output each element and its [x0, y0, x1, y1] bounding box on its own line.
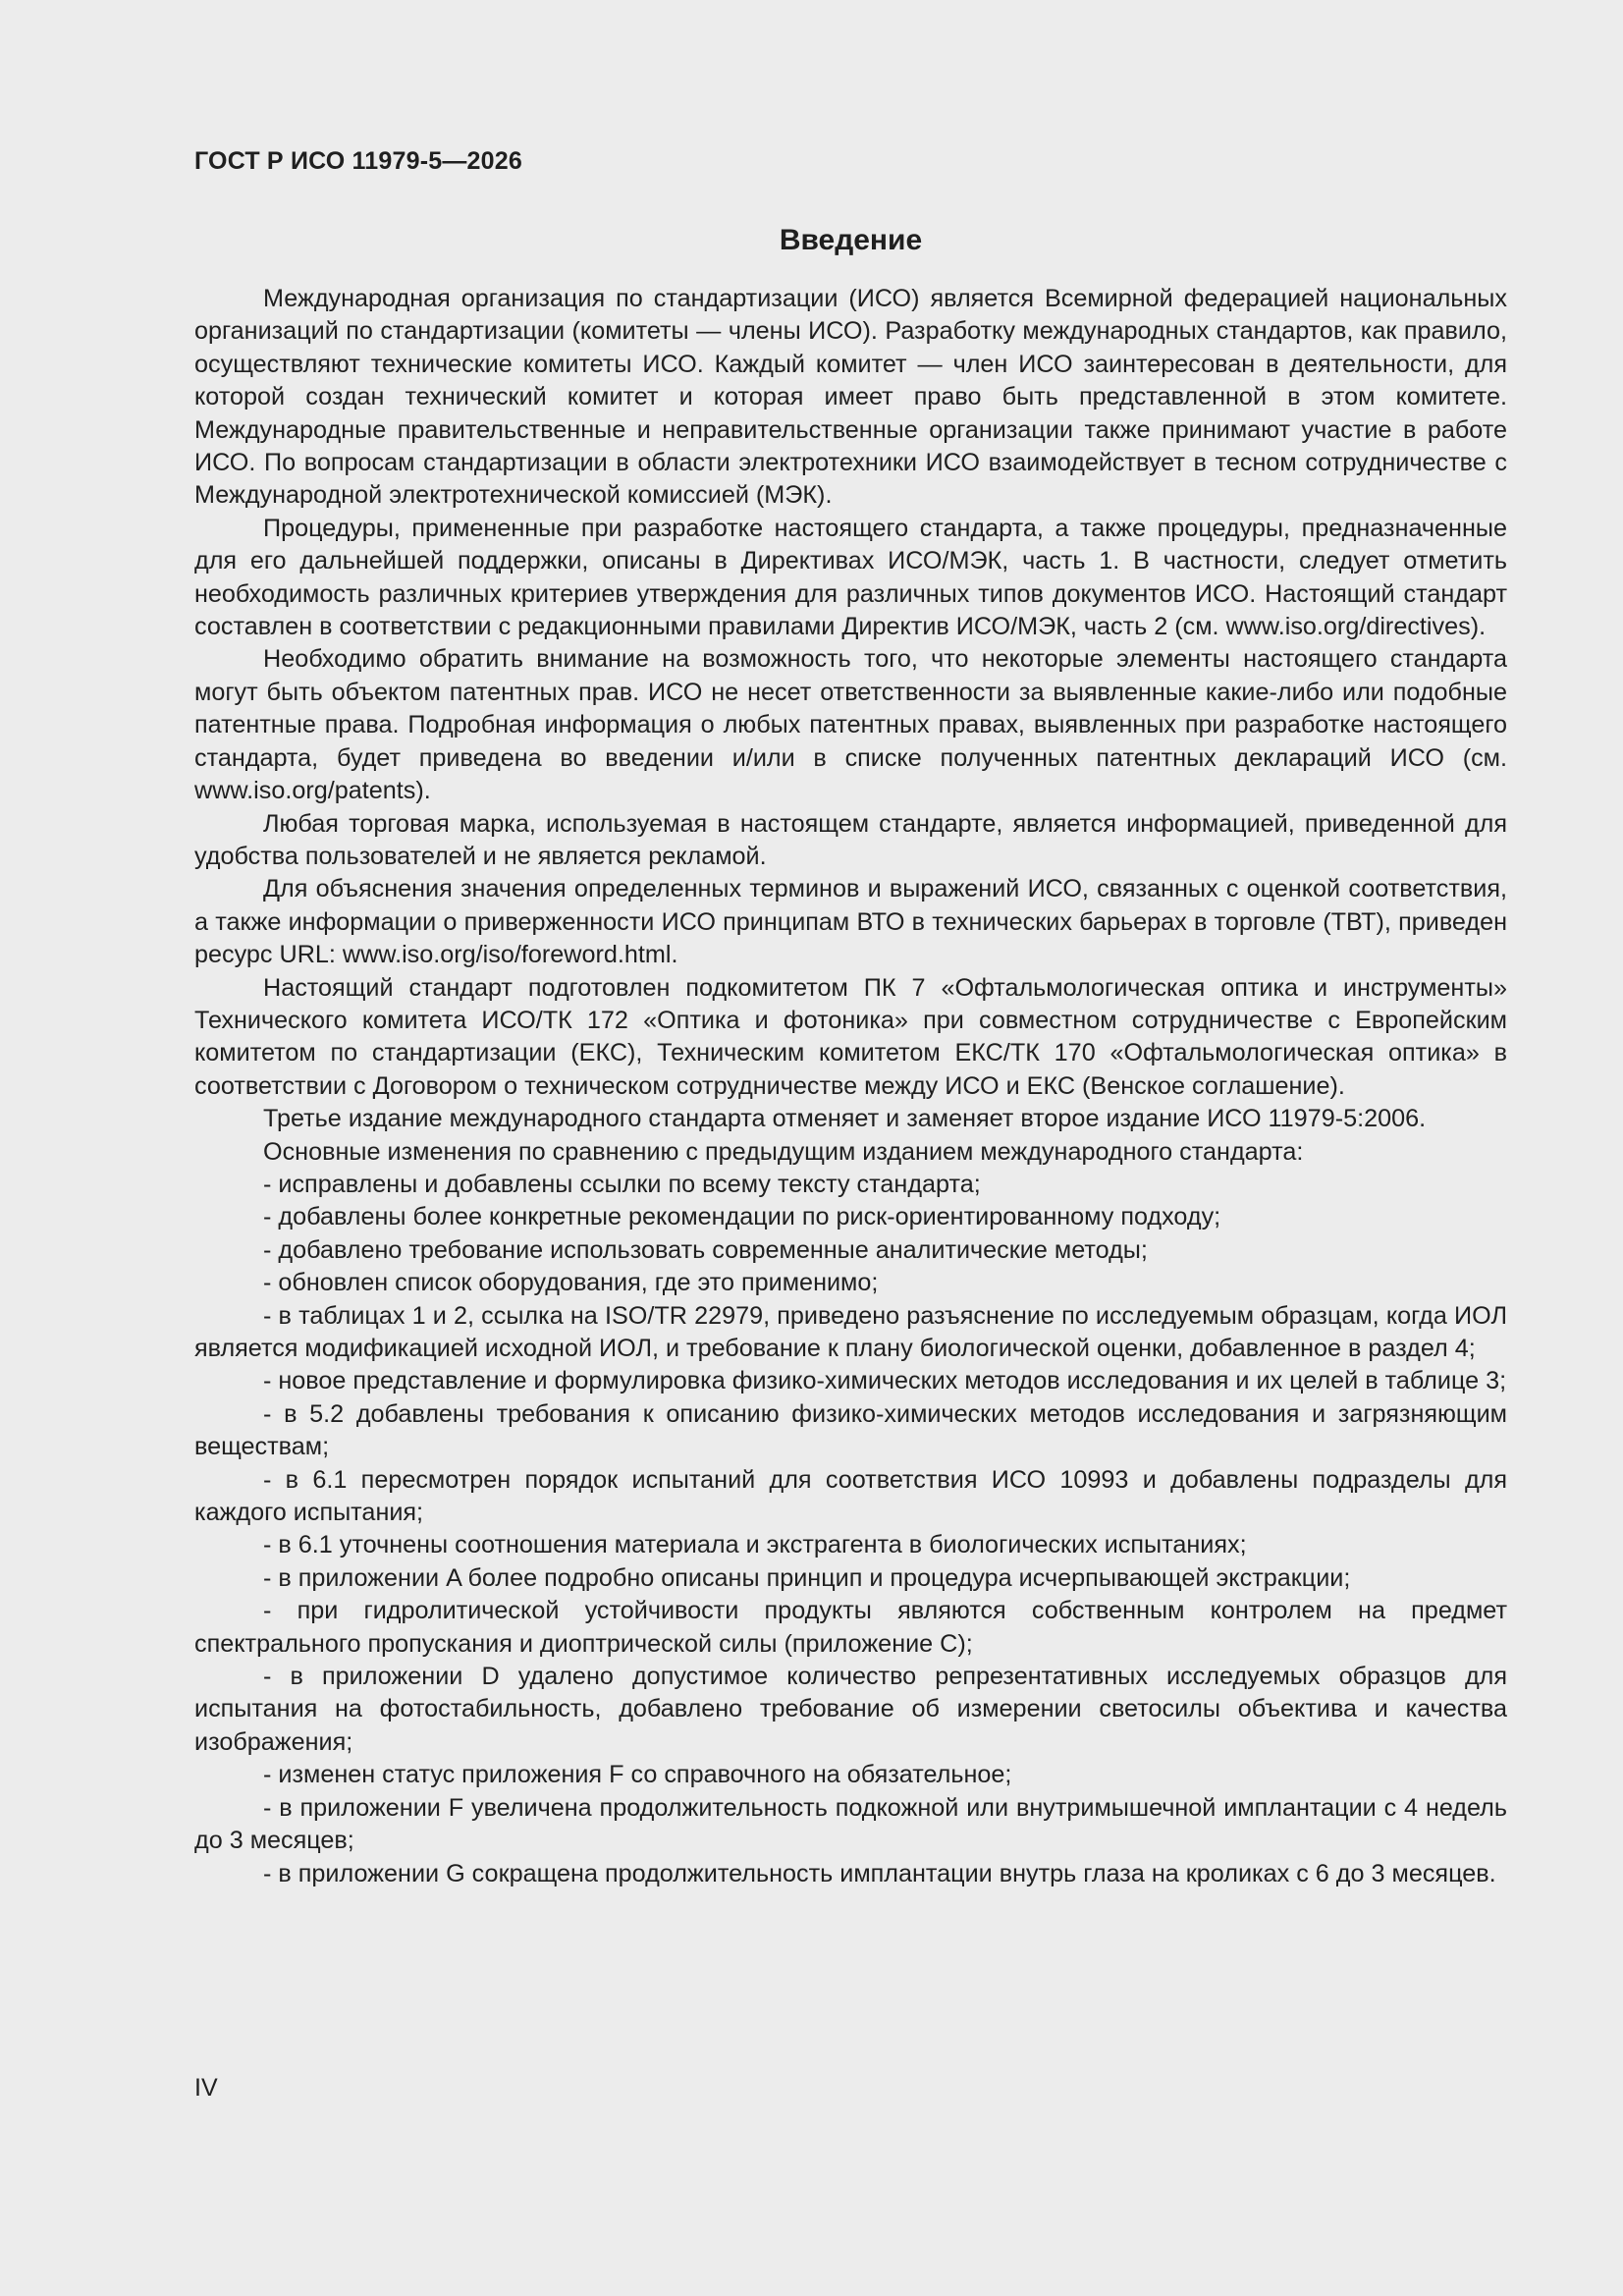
paragraph: Процедуры, примененные при разработке настоящего стандарта, а также процедуры, предназначенные для его дальнейшей поддержки, описаны в Директивах ИСО/МЭК, часть 1. В частности, следует отметить необходимость различных критериев утверждения для различных типов документов ИСО. Настоящий стандарт составлен в соответствии с редакционными правилами Директив ИСО/МЭК, часть 2 (см. www.iso.org/directives). — [194, 514, 1507, 641]
list-item: - добавлены более конкретные рекомендации по риск-ориентированному подходу; — [263, 1203, 1221, 1231]
list-item: - обновлен список оборудования, где это применимо; — [263, 1269, 879, 1297]
list-item: - в 6.1 уточнены соотношения материала и экстрагента в биологических испытаниях; — [263, 1531, 1247, 1559]
paragraph: Настоящий стандарт подготовлен подкомитетом ПК 7 «Офтальмологическая оптика и инструменты» Технического комитета ИСО/ТК 172 «Оптика и фотоника» при совместном сотрудничестве с Европейским комитетом по стандартизации (ЕКС), Техническим комитетом ЕКС/ТК 170 «Офтальмологическая оптика» в соответствии с Договором о техническом сотрудничестве между ИСО и ЕКС (Венское соглашение). — [194, 973, 1507, 1100]
paragraph: Основные изменения по сравнению с предыдущим изданием международного стандарта: — [263, 1137, 1304, 1166]
list-item: - новое представление и формулировка физико-химических методов исследования и их целей в таблице 3; — [263, 1367, 1507, 1395]
paragraph: Необходимо обратить внимание на возможность того, что некоторые элементы настоящего стандарта могут быть объектом патентных прав. ИСО не несет ответственности за выявленные какие-либо или подобные патентные права. Подробная информация о любых патентных правах, выявленных при разработке настоящего стандарта, будет приведена во введении и/или в списке полученных патентных деклараций ИСО (см. www.iso.org/patents). — [194, 645, 1507, 805]
list-item: - в приложении D удалено допустимое количество репрезентативных исследуемых образцов для испытания на фотостабильность, добавлено требование об измерении светосилы объектива и качества изображения; — [194, 1663, 1507, 1756]
list-item: - исправлены и добавлены ссылки по всему тексту стандарта; — [263, 1170, 981, 1198]
introduction-body — [194, 283, 1507, 1890]
paragraph: Третье издание международного стандарта отменяет и заменяет второе издание ИСО 11979-5:2006. — [263, 1105, 1427, 1133]
list-item: - в приложении F увеличена продолжительность подкожной или внутримышечной имплантации с 4 недель до 3 месяцев; — [194, 1793, 1507, 1855]
list-item: - в 5.2 добавлены требования к описанию физико-химических методов исследования и загрязняющим веществам; — [194, 1399, 1507, 1461]
list-item: - в 6.1 пересмотрен порядок испытаний для соответствия ИСО 10993 и добавлены подразделы для каждого испытания; — [194, 1465, 1507, 1527]
paragraph: Для объяснения значения определенных терминов и выражений ИСО, связанных с оценкой соответствия, а также информации о приверженности ИСО принципам ВТО в технических барьерах в торговле (ТВТ), приведен ресурс URL: www.iso.org/iso/foreword.html. — [194, 875, 1507, 969]
page-number: IV — [194, 2074, 218, 2102]
list-item: - добавлено требование использовать современные аналитические методы; — [263, 1235, 1148, 1264]
section-title: Введение — [779, 224, 923, 256]
paragraph: Любая торговая марка, используемая в настоящем стандарте, является информацией, приведенной для удобства пользователей и не является рекламой. — [194, 809, 1507, 870]
list-item: - при гидролитической устойчивости продукты являются собственным контролем на предмет спектрального пропускания и диоптрической силы (приложение C); — [194, 1597, 1507, 1658]
list-item: - в приложении G сокращена продолжительность имплантации внутрь глаза на кроликах с 6 до 3 месяцев. — [263, 1859, 1496, 1887]
list-item: - изменен статус приложения F со справочного на обязательное; — [263, 1761, 1012, 1789]
list-item: - в таблицах 1 и 2, ссылка на ISO/TR 22979, приведено разъяснение по исследуемым образцам, когда ИОЛ является модификацией исходной ИОЛ, и требование к плану биологической оценки, добавленное в раздел 4; — [194, 1301, 1507, 1362]
document-code-header: ГОСТ Р ИСО 11979-5—2026 — [194, 147, 522, 175]
paragraph: Международная организация по стандартизации (ИСО) является Всемирной федерацией национальных организаций по стандартизации (комитеты — члены ИСО). Разработку международных стандартов, как правило, осуществляют технические комитеты ИСО. Каждый комитет — член ИСО заинтересован в деятельности, для которой создан технический комитет и которая имеет право быть представленной в этом комитете. Международные правительственные и неправительственные организации также принимают участие в работе ИСО. По вопросам стандартизации в области электротехники ИСО взаимодействует в тесном сотрудничестве с Международной электротехнической комиссией (МЭК). — [194, 285, 1507, 510]
list-item: - в приложении A более подробно описаны принцип и процедура исчерпывающей экстракции; — [263, 1563, 1351, 1592]
